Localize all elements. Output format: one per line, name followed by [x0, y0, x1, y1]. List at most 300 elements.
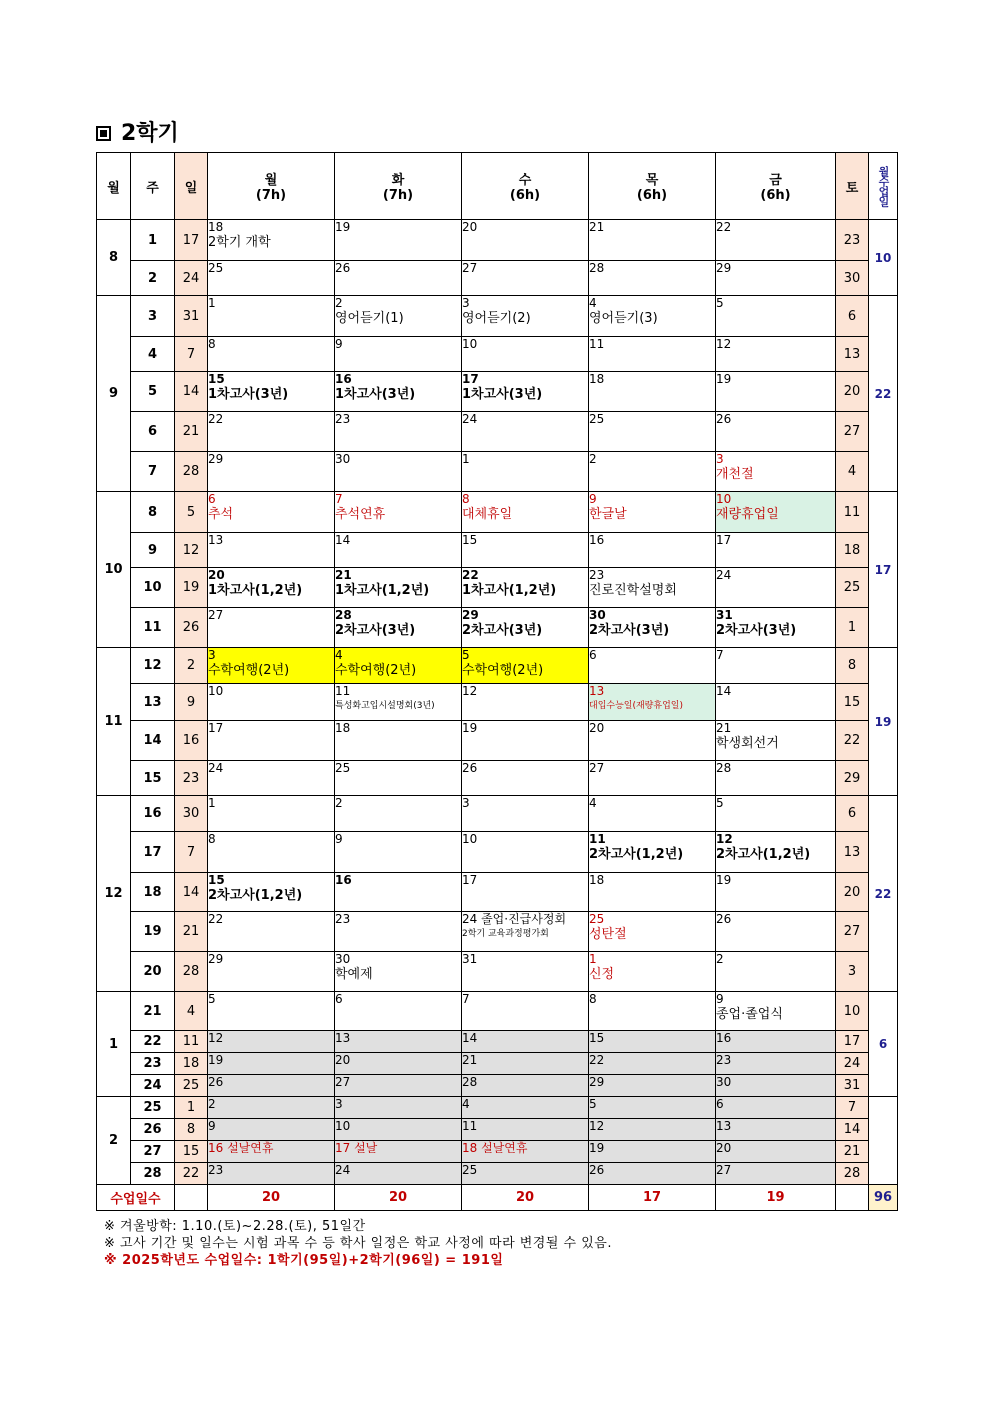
day-cell	[462, 1141, 589, 1163]
page-title: 2학기	[96, 116, 179, 147]
week-number: 22	[131, 1031, 175, 1053]
date-number: 28	[462, 1075, 478, 1089]
week-number: 8	[131, 492, 175, 533]
date-number: 16	[716, 1031, 732, 1045]
week-row	[97, 761, 898, 796]
week-number: 11	[131, 608, 175, 648]
date-number: 5	[589, 1097, 597, 1111]
date-number: 25	[335, 761, 351, 775]
date-number: 24	[462, 412, 478, 426]
week-number: 14	[131, 721, 175, 761]
day-cell	[208, 912, 335, 952]
month-cell: 8	[97, 220, 131, 296]
date-number: 9	[208, 1119, 216, 1133]
date-number: 30	[335, 952, 351, 966]
date-number: 19	[716, 372, 732, 386]
date-number: 9	[335, 832, 343, 846]
day-cell	[208, 492, 335, 533]
week-number: 13	[131, 684, 175, 721]
event-label: 1차고사(3년)	[335, 387, 416, 402]
day-cell	[716, 492, 836, 533]
day-cell	[335, 452, 462, 492]
day-cell	[589, 372, 716, 412]
date-number: 15	[462, 533, 478, 547]
day-cell	[208, 372, 335, 412]
day-cell	[335, 533, 462, 568]
day-cell	[208, 1031, 335, 1053]
event-label: 수학여행(2년)	[462, 663, 544, 678]
saturday-date: 6	[836, 296, 869, 337]
day-cell	[716, 568, 836, 608]
week-row	[97, 492, 898, 533]
day-cell	[335, 1031, 462, 1053]
day-cell	[462, 412, 589, 452]
week-number: 10	[131, 568, 175, 608]
week-number: 19	[131, 912, 175, 952]
date-number: 19	[716, 873, 732, 887]
date-number: 10	[208, 684, 224, 698]
day-cell	[208, 337, 335, 372]
day-cell	[589, 296, 716, 337]
date-number: 21	[335, 568, 352, 582]
event-label: 2차고사(1,2년)	[208, 888, 303, 903]
date-number: 18	[208, 220, 224, 234]
week-row	[97, 337, 898, 372]
date-number: 15	[208, 873, 225, 887]
day-cell	[589, 452, 716, 492]
day-cell	[462, 684, 589, 721]
week-number: 3	[131, 296, 175, 337]
date-number: 21	[716, 721, 732, 735]
date-number: 26	[335, 261, 351, 275]
week-row	[97, 568, 898, 608]
event-label: 학예제	[335, 967, 373, 982]
date-number: 23	[335, 412, 351, 426]
event-label: 추석	[208, 507, 234, 522]
event-label: 수학여행(2년)	[208, 663, 290, 678]
week-row	[97, 796, 898, 832]
date-number: 14	[335, 533, 351, 547]
saturday-date: 28	[836, 1163, 869, 1185]
day-cell	[462, 452, 589, 492]
sunday-date: 18	[175, 1053, 208, 1075]
summary-total: 96	[869, 1185, 898, 1211]
date-number: 8	[208, 832, 216, 846]
day-cell	[462, 568, 589, 608]
day-cell	[335, 1163, 462, 1185]
day-cell	[716, 608, 836, 648]
date-number: 3	[716, 452, 724, 466]
date-number: 23	[335, 912, 351, 926]
day-cell	[335, 992, 462, 1031]
date-number: 25	[589, 412, 605, 426]
day-cell	[716, 952, 836, 992]
day-cell	[335, 1053, 462, 1075]
calendar-table	[96, 152, 898, 1211]
saturday-date: 1	[836, 608, 869, 648]
week-row	[97, 1053, 898, 1075]
event-label: 추석연휴	[335, 507, 386, 522]
date-number: 9	[335, 337, 343, 351]
date-number: 22	[462, 568, 479, 582]
date-number: 11	[462, 1119, 478, 1133]
summary-tue: 20	[335, 1185, 462, 1211]
week-row	[97, 1031, 898, 1053]
day-cell	[589, 952, 716, 992]
week-row	[97, 873, 898, 912]
event-label: 1차고사(1,2년)	[208, 583, 303, 598]
day-cell	[716, 296, 836, 337]
day-cell	[589, 412, 716, 452]
saturday-date: 17	[836, 1031, 869, 1053]
day-cell	[716, 1031, 836, 1053]
header-mon: 월 (7h)	[208, 153, 335, 220]
month-class-days: 17	[869, 492, 898, 648]
date-number: 18	[589, 873, 605, 887]
week-row	[97, 1097, 898, 1119]
date-number: 19	[589, 1141, 605, 1155]
date-number: 17	[208, 721, 224, 735]
date-number: 29	[208, 452, 224, 466]
sunday-date: 5	[175, 492, 208, 533]
date-number: 29	[589, 1075, 605, 1089]
day-cell	[335, 492, 462, 533]
date-number: 11	[335, 684, 351, 698]
sunday-date: 2	[175, 648, 208, 684]
date-number: 18 설날연휴	[462, 1141, 528, 1155]
month-cell: 11	[97, 648, 131, 796]
date-number: 7	[462, 992, 470, 1006]
date-number: 26	[208, 1075, 224, 1089]
date-number: 10	[716, 492, 732, 506]
month-class-days: 10	[869, 220, 898, 296]
day-cell	[335, 796, 462, 832]
month-cell: 10	[97, 492, 131, 648]
event-label: 영어듣기(1)	[335, 311, 404, 326]
week-number: 6	[131, 412, 175, 452]
date-number: 26	[462, 761, 478, 775]
date-number: 24	[335, 1163, 351, 1177]
day-cell	[716, 1097, 836, 1119]
day-cell	[716, 912, 836, 952]
event-label: 2차고사(1,2년)	[716, 847, 811, 862]
date-number: 6	[208, 492, 216, 506]
date-number: 20	[335, 1053, 351, 1067]
day-cell	[462, 608, 589, 648]
event-label: 개천절	[716, 467, 754, 482]
day-cell	[335, 568, 462, 608]
header-fri: 금 (6h)	[716, 153, 836, 220]
notes	[104, 1218, 612, 1269]
date-number: 17	[462, 372, 479, 386]
event-label: 수학여행(2년)	[335, 663, 417, 678]
sunday-date: 31	[175, 296, 208, 337]
day-cell	[716, 337, 836, 372]
week-row	[97, 992, 898, 1031]
date-number: 27	[716, 1163, 732, 1177]
month-cell: 9	[97, 296, 131, 492]
sunday-date: 22	[175, 1163, 208, 1185]
note-total-days: ※ 2025학년도 수업일수: 1학기(95일)+2학기(96일) = 191일	[104, 1253, 504, 1268]
sunday-date: 28	[175, 452, 208, 492]
header-month-days: 월수업일	[869, 153, 898, 220]
date-number: 23	[716, 1053, 732, 1067]
date-number: 20	[208, 568, 225, 582]
date-number: 12	[462, 684, 478, 698]
day-cell	[208, 1163, 335, 1185]
day-cell	[589, 1075, 716, 1097]
day-cell	[716, 1163, 836, 1185]
date-number: 2	[335, 796, 343, 810]
week-row	[97, 684, 898, 721]
week-row	[97, 648, 898, 684]
day-cell	[208, 873, 335, 912]
week-number: 2	[131, 261, 175, 296]
day-cell	[716, 1053, 836, 1075]
date-number: 29	[462, 608, 479, 622]
sunday-date: 28	[175, 952, 208, 992]
week-number: 18	[131, 873, 175, 912]
event-label: 2학기 개학	[208, 235, 271, 250]
month-class-days: 6	[869, 992, 898, 1097]
date-number: 19	[335, 220, 351, 234]
day-cell	[335, 648, 462, 684]
date-number: 19	[208, 1053, 224, 1067]
event-label: 영어듣기(2)	[462, 311, 531, 326]
event-label: 성탄절	[589, 927, 627, 942]
date-number: 19	[462, 721, 478, 735]
day-cell	[462, 261, 589, 296]
sunday-date: 12	[175, 533, 208, 568]
day-cell	[716, 684, 836, 721]
day-cell	[462, 761, 589, 796]
day-cell	[462, 337, 589, 372]
date-number: 1	[208, 296, 216, 310]
day-cell	[589, 1031, 716, 1053]
event-label: 2차고사(3년)	[335, 623, 416, 638]
day-cell	[462, 1097, 589, 1119]
date-number: 27	[589, 761, 605, 775]
sunday-date: 21	[175, 412, 208, 452]
sunday-date: 8	[175, 1119, 208, 1141]
header-row	[97, 153, 898, 220]
month-cell: 2	[97, 1097, 131, 1185]
date-number: 18	[335, 721, 351, 735]
header-sat: 토	[836, 153, 869, 220]
week-number: 27	[131, 1141, 175, 1163]
header-week: 주	[131, 153, 175, 220]
day-cell	[589, 721, 716, 761]
month-class-days: 22	[869, 796, 898, 992]
day-cell	[208, 832, 335, 873]
note-exam-change: ※ 고사 기간 및 일수는 시험 과목 수 등 학사 일정은 학교 사정에 따라 변경될 수 있음.	[104, 1236, 612, 1251]
day-cell	[335, 832, 462, 873]
day-cell	[589, 648, 716, 684]
date-number: 21	[589, 220, 605, 234]
event-label: 신정	[589, 967, 615, 982]
day-cell	[335, 1141, 462, 1163]
week-number: 20	[131, 952, 175, 992]
sunday-date: 21	[175, 912, 208, 952]
day-cell	[208, 412, 335, 452]
day-cell	[335, 608, 462, 648]
event-label: 학생회선거	[716, 736, 779, 751]
week-row	[97, 261, 898, 296]
saturday-date: 13	[836, 337, 869, 372]
date-number: 29	[716, 261, 732, 275]
day-cell	[208, 761, 335, 796]
date-number: 8	[589, 992, 597, 1006]
event-label: 1차고사(3년)	[208, 387, 289, 402]
date-number: 10	[462, 337, 478, 351]
date-number: 1	[589, 952, 597, 966]
week-row	[97, 832, 898, 873]
date-number: 4	[335, 648, 343, 662]
saturday-date: 24	[836, 1053, 869, 1075]
week-number: 26	[131, 1119, 175, 1141]
sunday-date: 7	[175, 337, 208, 372]
week-row	[97, 220, 898, 261]
day-cell	[208, 684, 335, 721]
sunday-date: 16	[175, 721, 208, 761]
day-cell	[208, 1119, 335, 1141]
day-cell	[589, 873, 716, 912]
day-cell	[462, 1031, 589, 1053]
day-cell	[589, 1163, 716, 1185]
date-number: 16	[335, 372, 352, 386]
day-cell	[462, 648, 589, 684]
day-cell	[462, 992, 589, 1031]
week-row	[97, 412, 898, 452]
day-cell	[716, 832, 836, 873]
day-cell	[208, 608, 335, 648]
day-cell	[716, 412, 836, 452]
week-row	[97, 452, 898, 492]
date-number: 31	[462, 952, 478, 966]
month-class-days: 22	[869, 296, 898, 492]
day-cell	[335, 220, 462, 261]
day-cell	[589, 912, 716, 952]
date-number: 16	[335, 873, 352, 887]
summary-wed: 20	[462, 1185, 589, 1211]
date-number: 6	[589, 648, 597, 662]
week-row	[97, 721, 898, 761]
date-number: 22	[589, 1053, 605, 1067]
day-cell	[589, 1119, 716, 1141]
day-cell	[462, 533, 589, 568]
header-tue: 화 (7h)	[335, 153, 462, 220]
week-number: 5	[131, 372, 175, 412]
saturday-date: 13	[836, 832, 869, 873]
day-cell	[589, 337, 716, 372]
saturday-date: 11	[836, 492, 869, 533]
date-number: 27	[462, 261, 478, 275]
day-cell	[462, 296, 589, 337]
date-number: 14	[462, 1031, 478, 1045]
date-number: 2	[589, 452, 597, 466]
date-number: 28	[589, 261, 605, 275]
saturday-date: 27	[836, 412, 869, 452]
day-cell	[589, 796, 716, 832]
date-number: 25	[462, 1163, 478, 1177]
date-number: 8	[462, 492, 470, 506]
saturday-date: 31	[836, 1075, 869, 1097]
summary-fri: 19	[716, 1185, 836, 1211]
date-number: 5	[716, 296, 724, 310]
day-cell	[208, 796, 335, 832]
week-number: 9	[131, 533, 175, 568]
day-cell	[716, 721, 836, 761]
square-bullet-icon	[96, 126, 111, 141]
sunday-date: 14	[175, 873, 208, 912]
sunday-date: 15	[175, 1141, 208, 1163]
saturday-date: 20	[836, 372, 869, 412]
day-cell	[716, 372, 836, 412]
day-cell	[208, 648, 335, 684]
day-cell	[589, 533, 716, 568]
day-cell	[716, 648, 836, 684]
saturday-date: 25	[836, 568, 869, 608]
day-cell	[335, 261, 462, 296]
date-number: 12	[208, 1031, 224, 1045]
date-number: 23	[208, 1163, 224, 1177]
saturday-date: 20	[836, 873, 869, 912]
date-number: 12	[589, 1119, 605, 1133]
date-number: 12	[716, 337, 732, 351]
saturday-date: 22	[836, 721, 869, 761]
date-number: 4	[589, 796, 597, 810]
sunday-date: 23	[175, 761, 208, 796]
day-cell	[716, 1119, 836, 1141]
event-label: 대체휴일	[462, 507, 513, 522]
day-cell	[208, 220, 335, 261]
date-number: 11	[589, 337, 605, 351]
sunday-date: 24	[175, 261, 208, 296]
date-number: 16	[589, 533, 605, 547]
day-cell	[208, 452, 335, 492]
day-cell	[335, 912, 462, 952]
week-number: 25	[131, 1097, 175, 1119]
day-cell	[589, 261, 716, 296]
saturday-date: 7	[836, 1097, 869, 1119]
event-label: 2차고사(3년)	[462, 623, 543, 638]
day-cell	[589, 220, 716, 261]
week-row	[97, 1075, 898, 1097]
week-number: 23	[131, 1053, 175, 1075]
day-cell	[716, 992, 836, 1031]
day-cell	[335, 412, 462, 452]
date-number: 4	[589, 296, 597, 310]
saturday-date: 14	[836, 1119, 869, 1141]
day-cell	[208, 721, 335, 761]
date-number: 24	[208, 761, 224, 775]
day-cell	[208, 261, 335, 296]
day-cell	[462, 1163, 589, 1185]
week-row	[97, 372, 898, 412]
week-row	[97, 1141, 898, 1163]
date-number: 20	[716, 1141, 732, 1155]
week-number: 15	[131, 761, 175, 796]
date-number: 17	[462, 873, 478, 887]
day-cell	[589, 1097, 716, 1119]
date-number: 20	[589, 721, 605, 735]
day-cell	[716, 261, 836, 296]
day-cell	[335, 952, 462, 992]
day-cell	[335, 337, 462, 372]
saturday-date: 30	[836, 261, 869, 296]
day-cell	[208, 296, 335, 337]
saturday-date: 6	[836, 796, 869, 832]
